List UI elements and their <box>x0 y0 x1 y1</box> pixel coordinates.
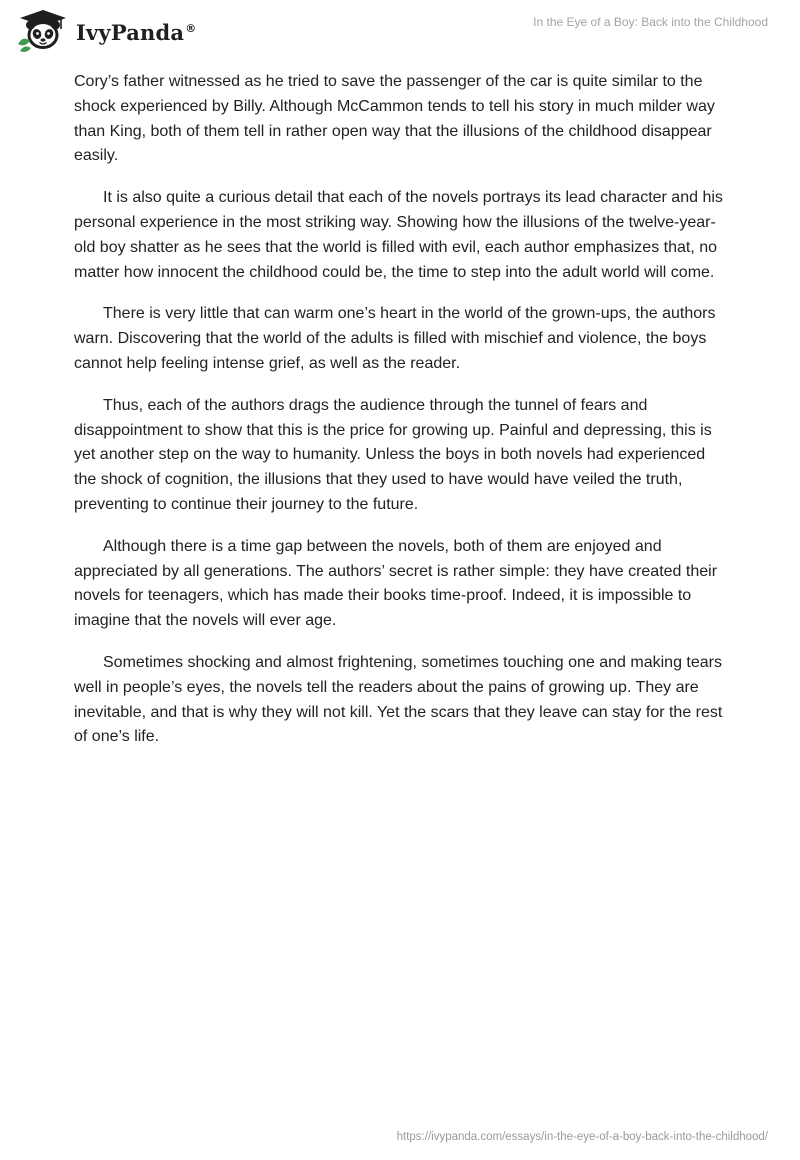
document-title: In the Eye of a Boy: Back into the Childhood <box>533 15 768 29</box>
ivypanda-logo[interactable] <box>14 8 196 52</box>
paragraph: There is very little that can warm one’s heart in the world of the grown-ups, the authors warn. Discovering that the world of the adults is filled with mischief and violence, the boys cannot help feeling intense grief, as well as the reader. <box>74 305 716 372</box>
page-header <box>0 0 800 64</box>
brand-name: IvyPanda® <box>76 19 197 45</box>
paragraph: Thus, each of the authors drags the audience through the tunnel of fears and disappointment to show that this is the price for growing up. Painful and depressing, this is yet another step on the way to humanity. Unless the boys in both novels had experienced the shock of cognition, the illusions that they used to have would have veiled the truth, preventing to continue their journey to the future. <box>74 396 712 513</box>
paragraph: It is also quite a curious detail that each of the novels portrays its lead character and his personal experience in the most striking way. Showing how the illusions of the twelve-year-old boy shatter as he sees that the world is filled with evil, each author emphasizes that, no matter how innocent the childhood could be, the time to step into the adult world will come. <box>74 189 723 281</box>
paragraph: Sometimes shocking and almost frightening, sometimes touching one and making tears well in people’s eyes, the novels tell the readers about the pains of growing up. They are inevitable, and that is why they will not kill. Yet the scars that they leave can stay for the rest of one’s life. <box>74 653 723 746</box>
source-url-link[interactable]: https://ivypanda.com/essays/in-the-eye-of-a-boy-back-into-the-childhood/ <box>396 1131 768 1143</box>
paragraph: Although there is a time gap between the novels, both of them are enjoyed and appreciated by all generations. The authors’ secret is rather simple: they have created their novels for teenagers, which has made their books time-proof. Indeed, it is impossible to imagine that the novels will ever age. <box>74 537 718 630</box>
essay-body <box>74 70 730 767</box>
registered-mark: ® <box>185 21 197 35</box>
paragraph: Cory’s father witnessed as he tried to save the passenger of the car is quite similar to the shock experienced by Billy. Although McCammon tends to tell his story in much milder way than King, both of them tell in rather open way that the illusions of the childhood disappear easily. <box>74 73 715 165</box>
panda-graduate-icon <box>14 8 72 52</box>
